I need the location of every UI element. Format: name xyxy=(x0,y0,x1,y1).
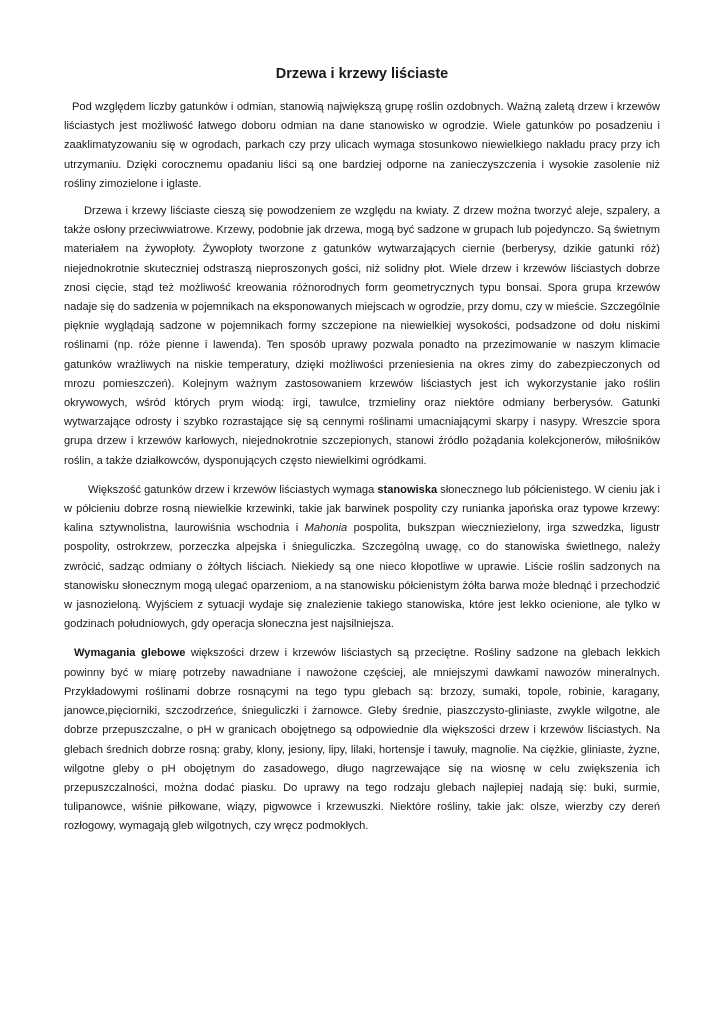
paragraph-location-text-3: pospolita, bukszpan wieczniezielony, irga szwedzka, ligustr pospolity, ostrokrzew, porzeczka alpejska i śnieguliczka. Szczególną uwagę, co do stanowiska świetlnego, należy zwrócić, sadząc odmiany o żółtych liściach. Niekiedy są one nieco kłopotliwe w uprawie. Liście roślin sadzonych na stanowisku słonecznym mogą ulegać oparzeniom, a na stanowisku półcienistym żółta barwa może blednąć i przechodzić w jasnozieloną. Wyjściem z sytuacji wydaje się znalezienie takiego stanowiska, które jest lekko ocienione, ale tylko w godzinach południowych, gdy operacja słoneczna jest najsilniejsza. xyxy=(64,522,660,631)
paragraph-location-text-1: Większość gatunków drzew i krzewów liściastych wymaga xyxy=(88,483,378,496)
paragraph-soil-text: większości drzew i krzewów liściastych są przeciętne. Rośliny sadzone na glebach lekkich powinny być w miarę potrzeby nawadniane i nawożone częściej, ale mniejszymi dawkami nawozów mineralnych. Przykładowymi roślinami dobrze rosnącymi na tego typu glebach są: brzozy, sumaki, topole, robinie, karagany, janowce,pięciorniki, szczodrzeńce, śnieguliczki i żarnowce. Gleby średnie, piaszczysto-gliniaste, zwykle wilgotne, ale dobrze przepuszczalne, o pH w granicach obojętnego są odpowiednie dla większości drzew i krzewów liściastych. Na glebach średnich dobrze rosną: graby, klony, jesiony, lipy, lilaki, hortensje i tawuły, magnolie. Na ciężkie, gliniaste, żyzne, wilgotne gleby o pH obojętnym do zasadowego, długo nagrzewające się na wiosnę w celu zwiększenia ich przepuszczalności, można dodać piasku. Do uprawy na tego rodzaju glebach najlepiej nadają się: buki, surmie, tulipanowce, wiśnie piłkowane, wiązy, pigwowce i krzewuszki. Niektóre rośliny, takie jak: olsze, wierzby czy dereń rozłogowy, wymagają gleb wilgotnych, czy wręcz podmokłych. xyxy=(64,647,660,833)
paragraph-location-text-2: słonecznego lub półcienistego. W cieniu jak i w półcieniu dobrze rosną niewielkie krzewinki, takie jak barwinek pospolity czy runianka japońska oraz typowe krzewy: kalina sztywnolistna, laurowiśnia wschodnia i xyxy=(64,483,660,535)
paragraph-intro: Pod względem liczby gatunków i odmian, stanowią największą grupę roślin ozdobnych. Ważną zaletą drzew i krzewów liściastych jest możliwość łatwego doboru odmian na dane stanowisko w ogrodzie. Wiele gatunków po posadzeniu i zaaklimatyzowaniu się w ogrodach, parkach czy przy ulicach wymaga stosunkowo niewielkiego nakładu pracy przy ich utrzymaniu. Dzięki corocznemu opadaniu liści są one bardziej odporne na zanieczyszczenia i wysokie zasolenie niż rośliny zimozielone i iglaste. xyxy=(64,101,660,190)
keyword-stanowiska: stanowiska xyxy=(377,483,438,496)
paragraph-soil xyxy=(64,644,660,836)
page-title: Drzewa i krzewy liściaste xyxy=(275,66,449,82)
keyword-soil-requirements: Wymagania glebowe xyxy=(74,647,186,660)
document-page xyxy=(64,64,660,845)
paragraph-flowers: Drzewa i krzewy liściaste cieszą się powodzeniem ze względu na kwiaty. Z drzew można tworzyć aleje, szpalery, a także osłony przeciwwiatrowe. Krzewy, podobnie jak drzewa, mogą być sadzone w grupach lub pojedynczo. Są świetnym materiałem na żywopłoty. Żywopłoty tworzone z gatunków wytwarzających ciernie (berberysy, dzikie gatunki róż) niejednokrotnie skuteczniej odstraszą nieproszonych gości, niż solidny płot. Wiele drzew i krzewów liściastych dobrze znosi cięcie, stąd też możliwość kreowania różnorodnych form geometrycznych typu bonsai. Spora grupa krzewów nadaje się do sadzenia w pojemnikach na eksponowanych miejscach w ogrodzie, przy domu, czy w mieście. Szczególnie pięknie wyglądają sadzone w pojemnikach formy szczepione na niewielkiej wysokości, podsadzone od dołu niskimi roślinami (np. róże pienne i lawenda). Ten sposób uprawy pozwala ponadto na przezimowanie w naszym klimacie gatunków wrażliwych na niskie temperatury, dzięki możliwości przeniesienia na okres zimy do zabezpieczonych od mrozu pomieszczeń). Kolejnym ważnym zastosowaniem krzewów liściastych jest ich wykorzystanie jako roślin okrywowych, wśród których prym wiodą: irgi, tawulce, trzmieliny oraz niektóre odmiany berberysów. Gatunki wytwarzające odrosty i szybko rozrastające się są cennymi roślinami umacniającymi skarpy i nasypy. Wreszcie spora grupa drzew i krzewów karłowych, niejednokrotnie szczepionych, stanowi źródło pożądania kolekcjonerów, miłośników roślin, a także działkowców, dysponujących często niewielkimi ogródkami. xyxy=(64,205,660,467)
paragraph-location xyxy=(64,481,660,635)
italic-mahonia: Mahonia xyxy=(304,522,348,535)
